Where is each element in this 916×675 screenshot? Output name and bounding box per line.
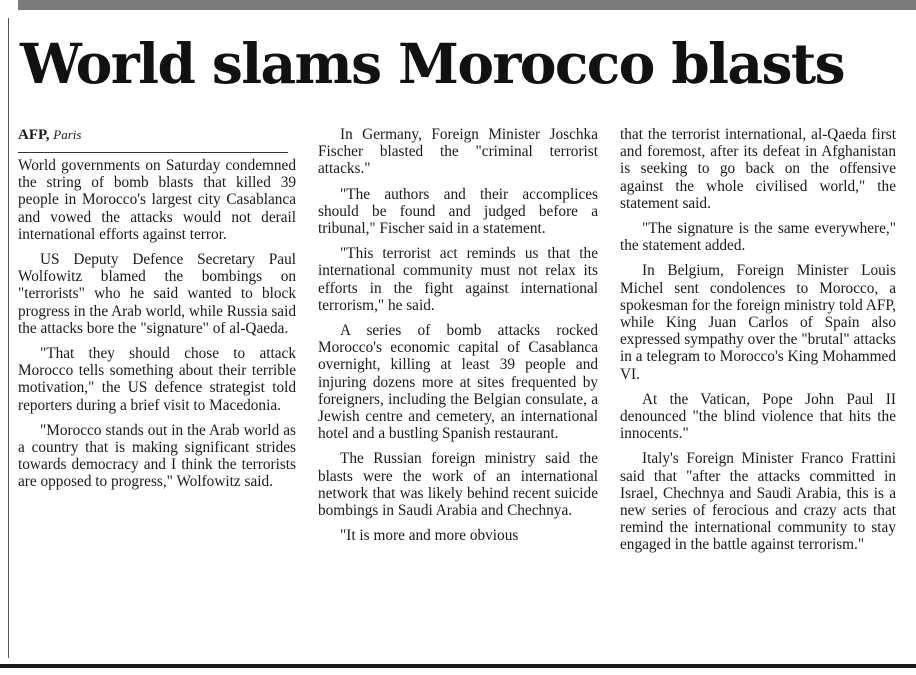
article-column-3 bbox=[620, 126, 896, 562]
paragraph: US Deputy Defence Secretary Paul Wolfowitz blamed the bombings on "terrorists" who he said wanted to block progress in the Arab world, while Russia said the attacks bore the "signature" of al-Qaeda. bbox=[18, 251, 296, 337]
paragraph: In Belgium, Foreign Minister Louis Michel sent condolences to Morocco, a spokesman for the foreign ministry told AFP, while King Juan Carlos of Spain also expressed sympathy over the "brutal" attacks in a telegram to Morocco's King Mohammed VI. bbox=[620, 262, 896, 383]
paragraph: "Morocco stands out in the Arab world as a country that is making significant strides towards democracy and I think the terrorists are opposed to progress," Wolfowitz said. bbox=[18, 421, 296, 491]
paragraph: World governments on Saturday condemned the string of bomb blasts that killed 39 people in Morocco's largest city Casablanca and vowed the attacks would not derail international efforts against terror. bbox=[18, 157, 296, 243]
byline-agency: AFP, bbox=[18, 127, 50, 143]
paragraph: A series of bomb attacks rocked Morocco's economic capital of Casablanca overnight, killing at least 39 people and injuring dozens more at sites frequented by foreigners, including the Belgian consulate, a Jewish centre and cemetery, an international hotel and a bustling Spanish restaurant. bbox=[318, 322, 598, 443]
paragraph: "That they should chose to attack Morocco tells something about their terrible motivation," the US defence strategist told reporters during a brief visit to Macedonia. bbox=[18, 345, 296, 414]
paragraph: "The signature is the same everywhere," the statement added. bbox=[620, 220, 896, 255]
paragraph: At the Vatican, Pope John Paul II denounced "the blind violence that hits the innocents." bbox=[620, 390, 896, 443]
paragraph: In Germany, Foreign Minister Joschka Fischer blasted the "criminal terrorist attacks." bbox=[318, 126, 598, 178]
paragraph: Italy's Foreign Minister Franco Frattini said that "after the attacks committed in Israel, Chechnya and Saudi Arabia, this is a new series of ferocious and crazy acts that remind the international community to stay engaged in the battle against terrorism." bbox=[620, 450, 896, 554]
paragraph: "The authors and their accomplices should be found and judged before a tribunal," Fischer said in a statement. bbox=[318, 185, 598, 238]
paragraph: "This terrorist act reminds us that the international community must not relax its efforts in the fight against international terrorism," he said. bbox=[318, 245, 598, 314]
top-rule bbox=[18, 0, 916, 10]
article-column-1 bbox=[18, 126, 296, 499]
paragraph: The Russian foreign ministry said the blasts were the work of an international network that was likely behind recent suicide bombings in Saudi Arabia and Chechnya. bbox=[318, 450, 598, 520]
headline: World slams Morocco blasts bbox=[20, 31, 845, 96]
article-column-2 bbox=[318, 126, 598, 552]
byline-place: Paris bbox=[53, 127, 82, 142]
left-rule bbox=[8, 18, 9, 658]
dateline bbox=[18, 126, 288, 153]
paragraph: "It is more and more obvious bbox=[340, 527, 519, 545]
bottom-rule bbox=[0, 664, 916, 668]
paragraph: that the terrorist international, al-Qaeda first and foremost, after its defeat in Afghanistan is seeking to go back on the offensive against the whole civilised world," the statement said. bbox=[620, 126, 896, 212]
